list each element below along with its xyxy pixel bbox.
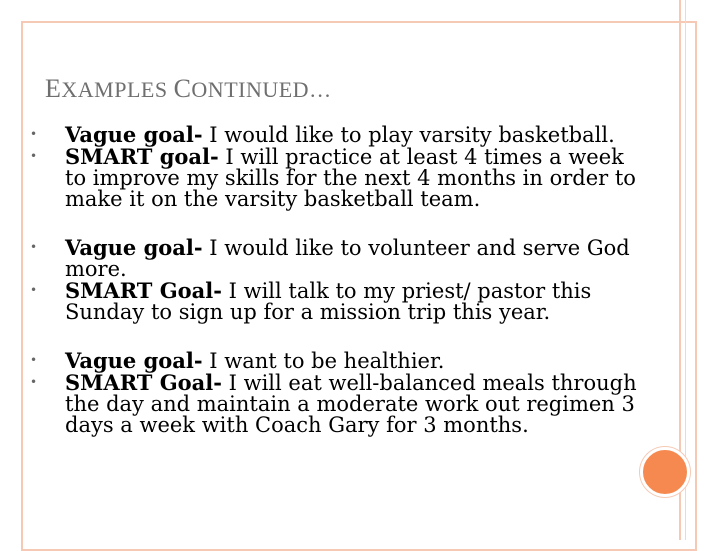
list-item (18, 237, 638, 280)
goal-label: Vague goal- (65, 348, 203, 373)
list-item (18, 372, 638, 436)
goal-label: SMART Goal- (65, 278, 222, 303)
bullet-icon: • (30, 353, 38, 367)
title-cap-2: C (173, 74, 192, 103)
title-rest-1: XAMPLES (61, 77, 168, 102)
list-item (18, 350, 638, 372)
goal-label: SMART goal- (65, 144, 219, 169)
bullet-icon: • (30, 375, 38, 389)
bullet-icon: • (30, 240, 38, 254)
goal-text: I would like to play varsity basketball. (202, 123, 615, 147)
goal-label: SMART Goal- (65, 370, 222, 395)
title-cap-1: E (45, 74, 62, 103)
bullet-icon: • (30, 283, 38, 297)
goal-text: I want to be healthier. (202, 349, 445, 373)
list-item (18, 146, 638, 210)
goal-text: I will practice at least 4 times a week to improve my skills for the next 4 months in order to make it on the varsity basketball team. (65, 145, 636, 211)
bullet-icon: • (30, 149, 38, 163)
goal-text: I will talk to my priest/ pastor this Sunday to sign up for a mission trip this year. (65, 279, 592, 324)
goal-label: Vague goal- (65, 122, 203, 147)
goal-text: I would like to volunteer and serve God more. (65, 236, 630, 281)
decorative-circle (640, 447, 690, 497)
title-rest-2: ONTINUED (191, 77, 310, 102)
bullet-icon: • (30, 127, 38, 141)
slide-title (45, 74, 332, 104)
list-item (18, 124, 638, 146)
goal-text: I will eat well-balanced meals through the day and maintain a moderate work out regimen 3 days a week with Coach Gary for 3 months. (65, 371, 637, 437)
goal-label: Vague goal- (65, 235, 203, 260)
list-item (18, 280, 638, 323)
title-ellipsis: … (309, 77, 332, 102)
goal-list (18, 124, 638, 436)
